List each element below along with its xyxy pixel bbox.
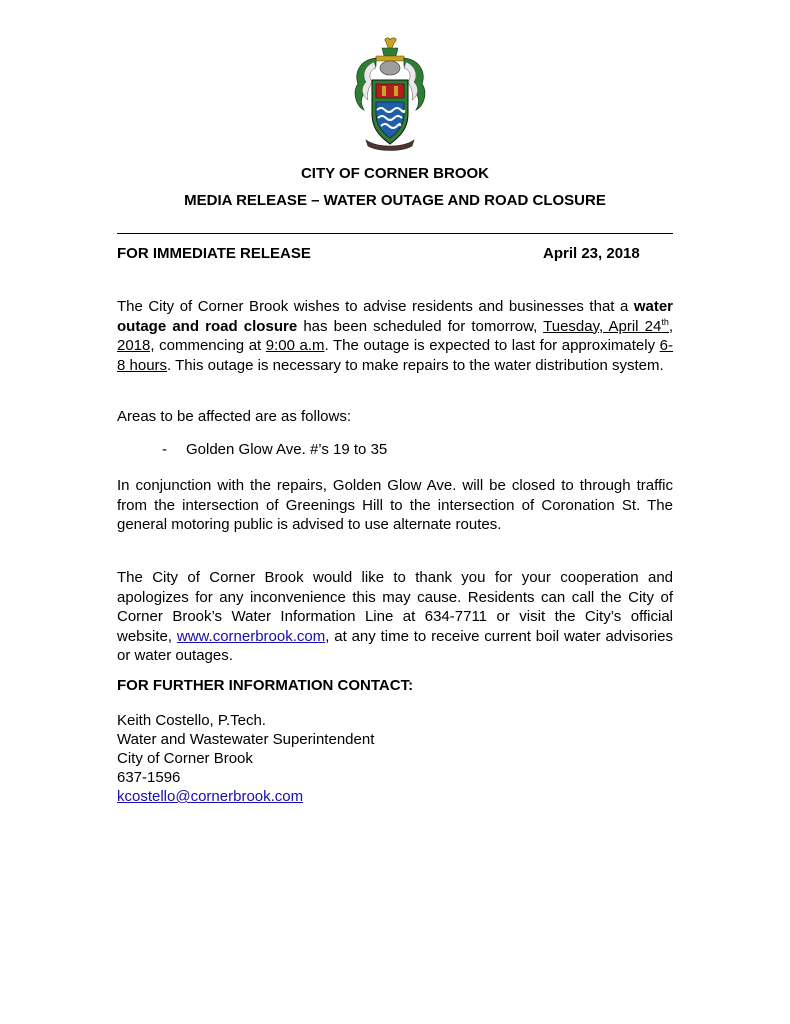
contact-role: Water and Wastewater Superintendent: [117, 731, 375, 748]
text: The City of Corner Brook wishes to advise residents and businesses that a: [117, 298, 634, 315]
outage-day: Tuesday, April 24th, 2018,: [117, 316, 674, 354]
outage-duration: 6-8 hours: [117, 337, 674, 374]
release-title: MEDIA RELEASE – WATER OUTAGE AND ROAD CLOSURE: [184, 192, 606, 209]
text: The City of Corner Brook would like to thank you for your cooperation and apologizes for any inconvenience this may cause. Residents can call the City of Corner Brook’s Water Information Line at 634-7711 or visit the City’s official website,: [117, 569, 673, 645]
contact-heading: FOR FURTHER INFORMATION CONTACT:: [117, 677, 414, 694]
text: has been scheduled for tomorrow,: [297, 317, 544, 335]
bullet-dash: -: [162, 441, 167, 458]
affected-area: Golden Glow Ave. #’s 19 to 35: [186, 441, 388, 458]
affected-areas-intro: Areas to be affected are as follows:: [117, 408, 352, 425]
release-date: April 23, 2018: [543, 245, 640, 262]
contact-phone: 637-1596: [117, 769, 181, 786]
contact-org: City of Corner Brook: [117, 750, 253, 767]
city-name-heading: CITY OF CORNER BROOK: [300, 165, 490, 182]
header-divider: [117, 233, 673, 234]
text: commencing at: [154, 337, 266, 354]
outage-highlight: water outage and road closure: [117, 298, 673, 335]
announcement-paragraph: [117, 297, 673, 375]
contact-email-link[interactable]: kcostello@cornerbrook.com: [117, 788, 304, 805]
contact-name: Keith Costello, P.Tech.: [117, 712, 266, 729]
text: . This outage is necessary to make repairs to the water distribution system.: [167, 356, 664, 374]
list-item: [162, 441, 387, 458]
road-closure-paragraph: In conjunction with the repairs, Golden Glow Ave. will be closed to through traffic from the intersection of Greenings Hill to the intersection of Coronation St. The general motoring public is advised to use alternate routes.: [117, 477, 673, 533]
website-link[interactable]: www.cornerbrook.com: [176, 627, 326, 645]
immediate-release-label: FOR IMMEDIATE RELEASE: [117, 245, 311, 262]
city-coat-of-arms-icon: [346, 36, 434, 156]
outage-time: 9:00 a.m: [265, 337, 325, 354]
text: . The outage is expected to last for approximately: [324, 337, 660, 354]
thanks-paragraph: [117, 568, 673, 666]
contact-block: [117, 711, 374, 806]
text: , at any time to receive current boil water advisories or water outages.: [117, 627, 673, 664]
